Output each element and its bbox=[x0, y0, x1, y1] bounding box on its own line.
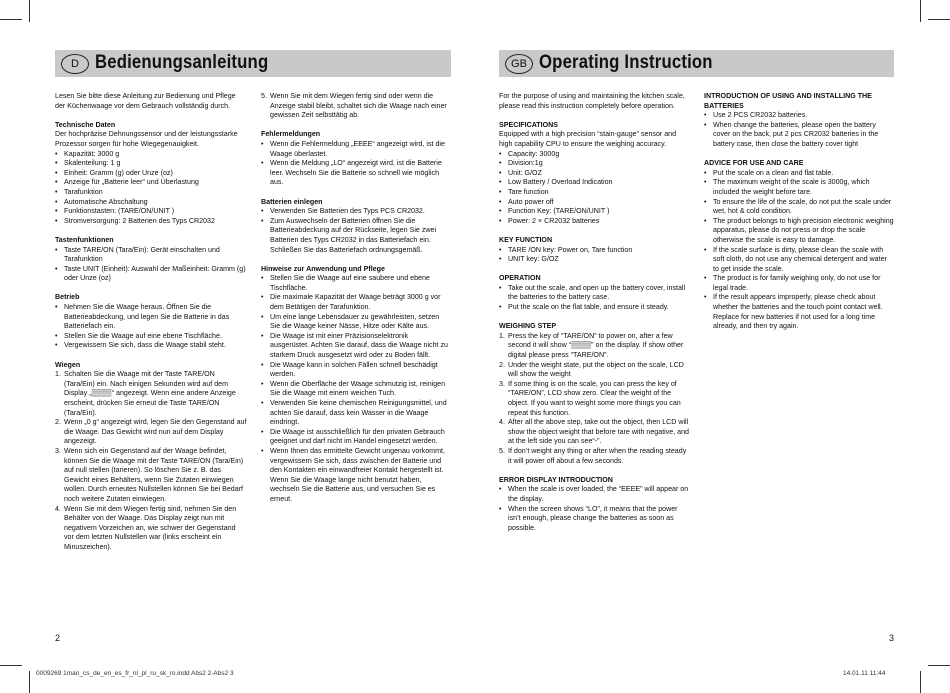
item-text: Under the weight state, put the object on the scale, LCD will show the weight bbox=[508, 360, 684, 379]
spec-list bbox=[499, 150, 689, 227]
german-column-1 bbox=[55, 92, 247, 562]
language-badge-gb: GB bbox=[505, 54, 533, 74]
section-heading: Betrieb bbox=[55, 293, 80, 302]
list-item: • When change the batteries, please open the battery cover on the back, put 2 pcs CR2032 batteries in the battery case, then close the battery cover tight bbox=[704, 121, 894, 150]
crop-mark bbox=[0, 19, 22, 20]
crop-mark bbox=[29, 671, 30, 693]
item-text: If some thing is on the scale, you can press the key of “TARE/ON”, LCD show zero. Clear the weight of the object. If you want to weight some more things you can repeat this function. bbox=[508, 379, 681, 417]
page-number-left: 2 bbox=[55, 633, 61, 643]
section-heading: KEY FUNCTION bbox=[499, 235, 553, 244]
list-item: • Wenn die Meldung „LO“ angezeigt wird, ist die Batterie leer. Wechseln Sie die Batterie so schnell wie möglich aus. bbox=[261, 159, 448, 188]
list-item: • Wenn die Fehlermeldung „EEEE“ angezeigt wird, ist die Waage überlastet. bbox=[261, 140, 448, 159]
weighing-list bbox=[55, 370, 247, 552]
crop-mark bbox=[920, 671, 921, 693]
list-item: • Take out the scale, and open up the battery cover, install the batteries to the battery case. bbox=[499, 284, 689, 303]
list-item: • If the scale surface is dirty, please clean the scale with soft cloth, do not use any chemical detergent and water to get inside the scale. bbox=[704, 246, 894, 275]
english-header-bar bbox=[499, 50, 894, 77]
operation-list bbox=[55, 303, 247, 351]
crop-mark bbox=[928, 19, 950, 20]
german-intro: Lesen Sie bitte diese Anleitung zur Bedienung und Pflege der Küchenwaage vor dem Gebrauch vollständig durch. bbox=[55, 92, 236, 110]
list-item: • The maximum weight of the scale is 3000g, which included the weight before tare. bbox=[704, 178, 894, 197]
crop-mark bbox=[0, 665, 22, 666]
section-heading: INTRODUCTION OF USING AND INSTALLING THE BATTERIES bbox=[704, 92, 872, 110]
section-heading: Wiegen bbox=[55, 360, 81, 369]
list-item: • When the screen shows “LO”, it means that the power isn’t enough, please change the batteries as soon as possible. bbox=[499, 505, 689, 534]
list-item: • UNIT key: G/OZ bbox=[499, 255, 689, 265]
paragraph: Equipped with a high precision “stain-gauge” sensor and high capability CPU to ensure the weighing accuracy. bbox=[499, 130, 677, 148]
list-item: • Vergewissern Sie sich, dass die Waage stabil steht. bbox=[55, 341, 247, 351]
list-item: • Anzeige für „Batterie leer“ und Überlastung bbox=[55, 178, 247, 188]
list-item: • TARE /ON key: Power on, Tare function bbox=[499, 246, 689, 256]
item-number: 2. bbox=[499, 360, 505, 369]
list-item: • Division:1g bbox=[499, 159, 689, 169]
crop-mark bbox=[920, 0, 921, 22]
item-text: Wenn sich ein Gegenstand auf der Waage befindet, können Sie die Waage mit der Taste TARE/ON (Tara/Ein) auf null stellen (tarieren). So löschen Sie z. B. das Gewicht eines Behälters, wenn Sie Zutaten einwiegen wollen. Durch erneutes Nullstellen können Sie bei Bedarf noch weitere Zutaten einwiegen. bbox=[64, 446, 244, 503]
numbered-item bbox=[55, 370, 247, 418]
print-date: 14.01.11 11:44 bbox=[843, 670, 886, 677]
list-item: • Kapazität: 3000 g bbox=[55, 150, 247, 160]
list-item: • Automatische Abschaltung bbox=[55, 198, 247, 208]
section-heading: OPERATION bbox=[499, 274, 541, 283]
care-list bbox=[704, 169, 894, 332]
item-text: Schalten Sie die Waage mit der Taste TARE/ON (Tara/Ein) ein. Nach einigen Sekunden wird auf dem Display „▒▒▒▒“ angezeigt. Wenn eine andere Anzeige erscheint, drücken Sie erneut die Taste TARE/ON (Tara/Ein). bbox=[64, 370, 236, 417]
list-item: • Put the scale on a clean and flat table. bbox=[704, 169, 894, 179]
language-badge-d: D bbox=[61, 54, 89, 74]
section-heading: WEIGHING STEP bbox=[499, 322, 557, 331]
weighing-step-list bbox=[499, 332, 689, 466]
list-item: • Tarafunktion bbox=[55, 188, 247, 198]
crop-mark bbox=[928, 665, 950, 666]
list-item: • Wenn die Oberfläche der Waage schmutzig ist, reinigen Sie die Waage mit einem weichen Tuch. bbox=[261, 380, 448, 399]
list-item: • Stellen Sie die Waage auf eine ebene Tischfläche. bbox=[55, 332, 247, 342]
section-heading: ERROR DISPLAY INTRODUCTION bbox=[499, 475, 613, 484]
section-heading: Tastenfunktionen bbox=[55, 235, 114, 244]
error-list bbox=[499, 485, 689, 533]
numbered-item bbox=[55, 447, 247, 505]
english-intro: For the purpose of using and maintaining the kitchen scale, please read this instruction completely before operation. bbox=[499, 92, 685, 110]
list-item: • Nehmen Sie die Waage heraus. Öffnen Sie die Batterieabdeckung, und legen Sie die Batterie in das Batteriefach ein. bbox=[55, 303, 247, 332]
item-number: 4. bbox=[55, 504, 61, 513]
item-number: 5. bbox=[499, 446, 505, 455]
print-slug: 0009269 1man_cs_de_en_es_fr_nl_pl_ru_sk_ro.indd Abs2 2-Abs2 3 bbox=[36, 670, 234, 677]
section-heading: Batterien einlegen bbox=[261, 197, 323, 206]
numbered-item bbox=[261, 92, 448, 121]
list-item: • Stellen Sie die Waage auf eine saubere und ebene Tischfläche. bbox=[261, 274, 448, 293]
item-number: 2. bbox=[55, 418, 61, 427]
english-column-2 bbox=[704, 92, 894, 341]
list-item: • Low Battery / Overload Indication bbox=[499, 178, 689, 188]
list-item: • Die Waage kann in solchen Fällen schnell beschädigt werden. bbox=[261, 361, 448, 380]
weighing-list-cont bbox=[261, 92, 448, 121]
english-column-1 bbox=[499, 92, 689, 543]
section-heading: Technische Daten bbox=[55, 120, 116, 129]
list-item: • Taste UNIT (Einheit): Auswahl der Maßeinheit: Gramm (g) oder Unze (oz) bbox=[55, 265, 247, 284]
list-item: • Stromversorgung: 2 Batterien des Typs CR2032 bbox=[55, 217, 247, 227]
section-heading: Fehlermeldungen bbox=[261, 130, 321, 139]
list-item: • To ensure the life of the scale, do not put the scale under wet, hot & cold condition. bbox=[704, 198, 894, 217]
list-item: • Die maximale Kapazität der Waage beträgt 3000 g vor dem Betätigen der Tarafunktion. bbox=[261, 293, 448, 312]
list-item: • Einheit: Gramm (g) oder Unze (oz) bbox=[55, 169, 247, 179]
numbered-item bbox=[499, 361, 689, 380]
item-text: Wenn Sie mit dem Wiegen fertig sind oder wenn die Anzeige stabil bleibt, schaltet sich die Waage nach einer gewissen Zeit selbsttätig ab. bbox=[270, 92, 447, 120]
list-item: • When the scale is over loaded, the “EEEE” will appear on the display. bbox=[499, 485, 689, 504]
numbered-item bbox=[499, 418, 689, 447]
list-item: • Um eine lange Lebensdauer zu gewährleisten, setzen Sie die Waage keiner Nässe, Hitze oder Kälte aus. bbox=[261, 313, 448, 332]
keys-list bbox=[55, 246, 247, 284]
battery-list bbox=[261, 207, 448, 255]
list-item: • Capacity: 3000g bbox=[499, 150, 689, 160]
section-heading: Hinweise zur Anwendung und Pflege bbox=[261, 264, 385, 273]
numbered-item bbox=[55, 418, 247, 447]
operation-list bbox=[499, 284, 689, 313]
crop-mark bbox=[29, 0, 30, 22]
list-item: • Skalenteilung: 1 g bbox=[55, 159, 247, 169]
key-list bbox=[499, 246, 689, 265]
paragraph: Der hochpräzise Dehnungssensor und der leistungsstarke Prozessor sorgen für hohe Wiegegenauigkeit. bbox=[55, 130, 238, 148]
german-title: Bedienungsanleitung bbox=[95, 52, 269, 73]
numbered-item bbox=[499, 447, 689, 466]
list-item: • The product belongs to high precision electronic weighing apparatus, please do not press or drop the scale otherwise the scale is easy to damage. bbox=[704, 217, 894, 246]
list-item: • Verwenden Sie Batterien des Typs PCS CR2032. bbox=[261, 207, 448, 217]
item-number: 5. bbox=[261, 92, 267, 100]
item-number: 1. bbox=[55, 370, 61, 379]
list-item: • Die Waage ist ausschließlich für den privaten Gebrauch geeignet und darf nicht im Handel eingesetzt werden. bbox=[261, 428, 448, 447]
list-item: • The product is for family weighing only, do not use for legal trade. bbox=[704, 274, 894, 293]
numbered-item bbox=[55, 505, 247, 553]
list-item: • Function Key: (TARE/ON/UNIT ) bbox=[499, 207, 689, 217]
item-number: 4. bbox=[499, 418, 505, 427]
section-heading: ADVICE FOR USE AND CARE bbox=[704, 159, 804, 168]
list-item: • Verwenden Sie keine chemischen Reinigungsmittel, und achten Sie darauf, dass kein Wasser in die Waage eindringt. bbox=[261, 399, 448, 428]
battery-list bbox=[704, 111, 894, 149]
numbered-item bbox=[499, 332, 689, 361]
german-header-bar bbox=[55, 50, 451, 77]
numbered-item bbox=[499, 380, 689, 418]
list-item: • Auto power off bbox=[499, 198, 689, 208]
item-text: Press the key of “TARE/ON” to power on, after a few second it will show “▒▒▒▒” on the display. If show other digital please press “TARE/ON”. bbox=[508, 331, 684, 360]
item-number: 3. bbox=[55, 446, 61, 455]
list-item: • Wenn Ihnen das ermittelte Gewicht ungenau vorkommt, vergewissern Sie sich, dass zwischen der Batterie und den Kontakten ein einwandfreier Kontakt hergestellt ist. Wenn Sie die Waage lange nicht benutzt haben, wechseln Sie die Batterie aus, und versuchen Sie es erneut. bbox=[261, 447, 448, 505]
item-text: After all the above step, take out the object, then LCD will show the object weight that before tare with negative, and at the left side you can see“-”. bbox=[508, 418, 690, 446]
hints-list bbox=[261, 274, 448, 504]
item-text: If don’t weight any thing or after when the reading steady it will power off about a few seconds. bbox=[508, 446, 687, 465]
english-title: Operating Instruction bbox=[539, 52, 713, 73]
list-item: • Tare function bbox=[499, 188, 689, 198]
item-number: 3. bbox=[499, 379, 505, 388]
item-text: Wenn „0 g“ angezeigt wird, legen Sie den Gegenstand auf die Waage. Das Gewicht wird nun auf dem Display angezeigt. bbox=[64, 418, 247, 446]
list-item: • Put the scale on the flat table, and ensure it steady. bbox=[499, 303, 689, 313]
list-item: • If the result appears improperly, please check about whether the batteries and the touch point contact well. Replace for new batteries if not used for a long time already, and then try again. bbox=[704, 293, 894, 331]
page-number-right: 3 bbox=[889, 633, 895, 643]
list-item: • Zum Auswechseln der Batterien öffnen Sie die Batterieabdeckung auf der Rückseite, legen Sie zwei Batterien des Typs CR2032 in das Batteriefach ein. Schließen Sie das Batteriefach ordnungsgemäß. bbox=[261, 217, 448, 255]
section-heading: SPECIFICATIONS bbox=[499, 120, 558, 129]
error-list bbox=[261, 140, 448, 188]
list-item: • Funktionstasten: (TARE/ON/UNIT ) bbox=[55, 207, 247, 217]
list-item: • Taste TARE/ON (Tara/Ein): Gerät einschalten und Tarafunktion bbox=[55, 246, 247, 265]
list-item: • Use 2 PCS CR2032 batteries. bbox=[704, 111, 894, 121]
german-column-2 bbox=[261, 92, 448, 514]
item-number: 1. bbox=[499, 331, 505, 340]
tech-list bbox=[55, 150, 247, 227]
list-item: • Power: 2 × CR2032 batteries bbox=[499, 217, 689, 227]
list-item: • Unit: G/OZ bbox=[499, 169, 689, 179]
list-item: • Die Waage ist mit einer Präzisionselektronik ausgerüstet. Achten Sie darauf, dass die Waage nicht zu starkem Druck ausgesetzt wird oder zu Boden fällt. bbox=[261, 332, 448, 361]
item-text: Wenn Sie mit dem Wiegen fertig sind, nehmen Sie den Behälter von der Waage. Das Display zeigt nun mit negativem Vorzeichen an, wie schwer der Gegenstand vor dem letzten Nullstellen war (links erscheint ein Minuszeichen). bbox=[64, 504, 237, 551]
